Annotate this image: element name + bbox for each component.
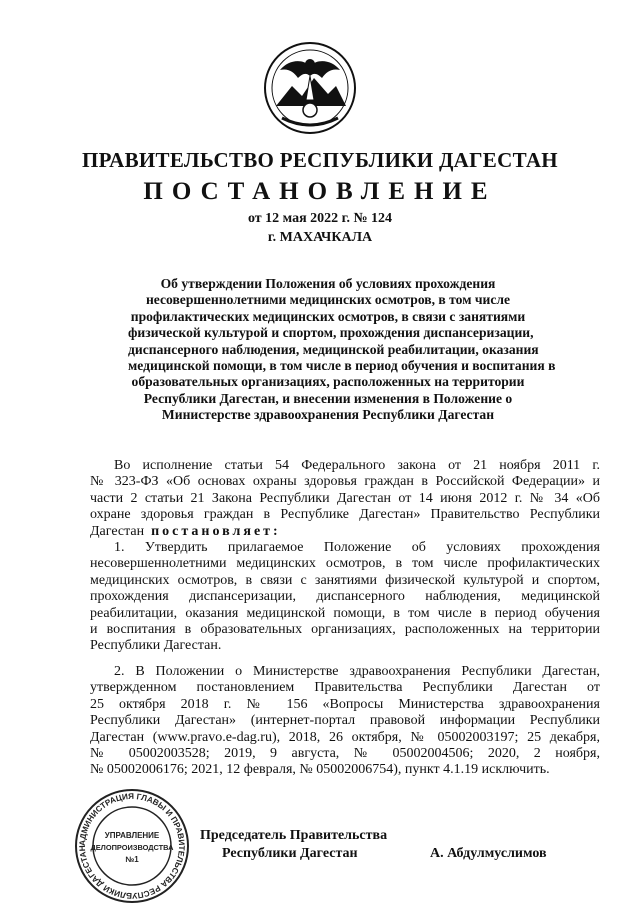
stamp-line: ДЕЛОПРОИЗВОДСТВА xyxy=(90,843,174,852)
official-stamp-icon xyxy=(74,788,190,904)
item-2-line: 25 октября 2018 г. № 156 «Вопросы Министерства здравоохранения xyxy=(90,696,600,712)
title-line: медицинской помощи, в том числе в период обучения и воспитания в xyxy=(128,358,556,374)
item-2-line: утвержденном постановлением Правительства Республики Дагестан от xyxy=(90,680,600,696)
preamble-line: части 2 статьи 21 Закона Республики Дагестан от 14 июня 2012 г. № 34 «Об xyxy=(90,490,600,506)
item-1-line: и воспитания в образовательных организациях, расположенных на территории xyxy=(90,622,600,638)
coat-of-arms-icon xyxy=(262,40,358,136)
government-name: ПРАВИТЕЛЬСТВО РЕСПУБЛИКИ ДАГЕСТАН xyxy=(82,148,558,172)
title-line: Об утверждении Положения об условиях прохождения xyxy=(160,276,496,291)
item-1 xyxy=(90,540,600,655)
item-2-line: № 05002006176; 2021, 12 февраля, № 05002006754), пункт 4.1.19 исключить. xyxy=(90,762,550,778)
preamble-prefix: Дагестан xyxy=(90,523,145,539)
item-2-line: Республики Дагестан» (интернет-портал правовой информации Республики xyxy=(90,713,600,729)
stamp-line: УПРАВЛЕНИЕ xyxy=(104,831,160,840)
stamp-ring-text: АДМИНИСТРАЦИЯ ГЛАВЫ И ПРАВИТЕЛЬСТВА РЕСПУБЛИКИ ДАГЕСТАН xyxy=(77,791,187,901)
title-line: профилактических медицинских осмотров, в связи с занятиями xyxy=(130,308,526,324)
resolves-word: постановляет: xyxy=(151,523,281,539)
title-line: Республики Дагестан, и внесении изменения в Положение о xyxy=(143,390,513,406)
stamp-line: №1 xyxy=(125,855,139,864)
signer-name: А. Абдулмуслимов xyxy=(430,846,547,861)
item-1-line: реабилитации, оказания медицинской помощи, в том числе в период обучения xyxy=(90,605,600,621)
document-type: ПОСТАНОВЛЕНИЕ xyxy=(143,178,497,205)
title-line: Министерстве здравоохранения Республики Дагестан xyxy=(161,407,495,423)
title-line: несовершеннолетними медицинских осмотров, в том числе xyxy=(145,292,511,308)
city: г. МАХАЧКАЛА xyxy=(267,230,373,245)
title-line: диспансерного наблюдения, медицинской реабилитации, оказания xyxy=(128,341,539,357)
preamble-line: Во исполнение статьи 54 Федерального закона от 21 ноября 2011 г. xyxy=(114,458,600,473)
preamble-line: охране здоровья граждан в Республике Дагестан» Правительство Республики xyxy=(90,507,600,523)
item-1-line: медицинских осмотров, в связи с занятиями физической культурой и спортом, xyxy=(90,572,600,588)
item-2-line: Дагестан (www.pravo.e-dag.ru), 2018, 26 октября, № 05002003197; 25 декабря, xyxy=(90,729,600,745)
item-2 xyxy=(90,664,600,779)
item-1-line: несовершеннолетними медицинских осмотров, в том числе профилактических xyxy=(90,556,600,572)
title-line: физической культурой и спортом, прохождения диспансеризации, xyxy=(128,325,534,341)
item-2-line: № 05002003528; 2019, 9 августа, № 05002004506; 2020, 2 ноября, xyxy=(90,746,600,762)
signer-position: Председатель Правительства xyxy=(200,828,388,843)
item-1-line: прохождения диспансеризации, диспансерного наблюдения, медицинской xyxy=(90,589,600,605)
preamble-final-line xyxy=(90,524,600,540)
date-number: от 12 мая 2022 г. № 124 xyxy=(247,211,393,226)
preamble-line: № 323-ФЗ «Об основах охраны здоровья граждан в Российской Федерации» и xyxy=(90,474,600,490)
item-2-line: 2. В Положении о Министерстве здравоохранения Республики Дагестан, xyxy=(114,664,600,679)
document-title xyxy=(128,276,556,424)
title-line: образовательных организациях, расположенных на территории xyxy=(131,374,525,390)
preamble xyxy=(90,458,600,540)
item-1-line: Республики Дагестан. xyxy=(90,638,222,654)
signer-position-cont: Республики Дагестан xyxy=(222,846,358,861)
item-1-line: 1. Утвердить прилагаемое Положение об условиях прохождения xyxy=(114,540,600,555)
